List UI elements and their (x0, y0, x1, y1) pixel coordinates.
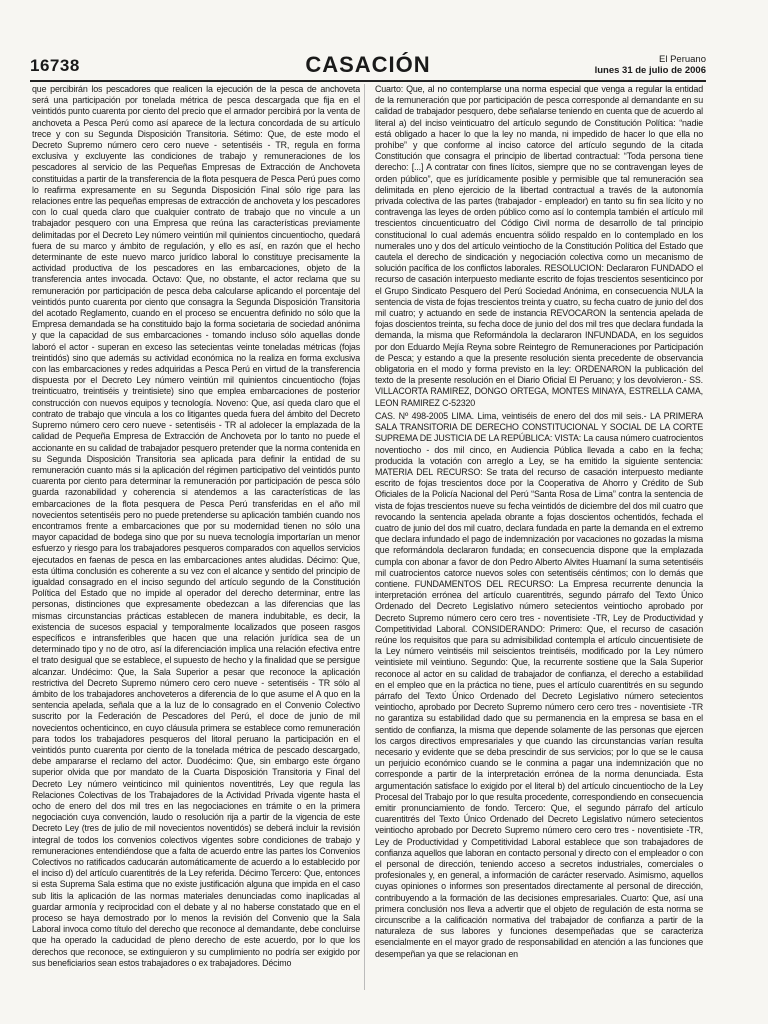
right-column (375, 84, 703, 990)
page-header (30, 54, 706, 80)
publication-name: El Peruano (658, 54, 706, 65)
right-paragraph: Cuarto: Que, al no contemplarse una norma especial que venga a regular la entidad de la remuneración que por participación de pesca corresponde al demandante en su calidad de trabajador pesquero, debe señalarse teniendo en cuenta que de acuerdo al literal a) del inciso veinticuatro del artículo segundo de Constitución Política: “nadie está obligado a hacer lo que la ley no manda, ni impedido de hacer lo que ella no prohíbe” y que conforme al inciso catorce del artículo segundo de la citada Constitución que consagra el principio de libertad contractual: “Toda persona tiene derecho: [...] A contratar con fines lícitos, siempre que no se contravengan leyes de orden público”, que es jurídicamente posible y permisible que tal remuneración sea delimitada en pleno ejercicio de la libertad contractual a través de la autonomía privada colectiva de las partes (trabajador - empleador) en tanto su fin sea lícito y no contravenga las leyes de orden público como así lo contempla también el artículo mil trescientos cincuenticuatro del Código Civil norma de desarrollo de tal principio constitucional lo cual además encuentra sólido respaldo en lo contemplado en los numerales uno y dos del artículo veintiocho de la Constitución Política del Estado que cautela el derecho de sindicación y negociación colectiva como un mecanismo de solución pacífica de los conflictos laborales. RESOLUCION: Declararon FUNDADO el recurso de casación interpuesto mediante escrito de fojas trescientos sesenticinco por el Grupo Sindicato Pesquero del Perú Sociedad Anónima, en consecuencia NULA la sentencia de vista de fojas trescientos treinta y cuatro, su fecha cuatro de junio del dos mil cuatro; y actuando en sede de instancia REVOCARON la sentencia apelada de fojas doscientos treinta, su fecha doce de junio del dos mil tres que declara fundada la demanda, la misma que Reformándola la declararon INFUNDADA, en los seguidos por don Eduardo Mejía Reyna sobre Reintegro de Remuneraciones por Participación de Pesca; y estando a que la presente resolución sienta precedente de observancia obligatoria en el modo y forma previsto en la ley: ORDENARON la publicación del texto de la presente resolución en el Diario Oficial El Peruano; y los devolvieron.- SS. VILLACORTA RAMIREZ, DONGO ORTEGA, MONTES MINAYA, ESTRELLA CAMA, LEON RAMIREZ C-52320 (375, 84, 703, 408)
page-number: 16738 (30, 56, 80, 75)
left-column (32, 84, 360, 990)
publication-date: lunes 31 de julio de 2006 (594, 65, 706, 76)
section-title: CASACIÓN (305, 52, 431, 77)
publication-info (595, 54, 706, 76)
header-rule (30, 80, 706, 82)
left-paragraph: que percibirán los pescadores que realicen la ejecución de la pesca de anchoveta será una participación por tonelada métrica de pesca descargada que fija en el veintidós punto cuarenta por ciento del precio que el armador percibirá por la venta de anchoveta a Pesca Perú como así aparece de la lectura concordada de su artículo trece y con su Segunda Disposición Transitoria. Sétimo: Que, de este modo el Decreto Supremo número cero cero nueve - setentiséis - TR, regula en forma exclusiva y excluyente las condiciones de trabajo y remuneraciones de los pescadores al servicio de las Pequeñas Empresas de Extracción de Anchoveta constituidas a partir de la transferencia de la flota pesquera de Pesca Perú pues como lo reafirma expresamente en su Segunda Disposición Final sólo rige para las relaciones entre las pequeñas empresas de extracción de anchoveta y los pescadores con lo cual queda claro que cualquier contrato de trabajo que no vincule a un trabajador pesquero con una Empresa que reúna las características previamente delimitadas por el Decreto Ley número veintiún mil quinientos cincuentiocho, quedará fuera de su marco y ámbito de regulación, y ello es así, en razón que el hecho determinante de este nuevo marco jurídico laboral lo constituye precisamente la actividad productiva de los pescadores en las embarcaciones, objeto de la transferencia antes invocada. Octavo: Que, no obstante, el actor reclama que su remuneración por participación de pesca deba calcularse aplicando el porcentaje del veintidós punto cuarenta por ciento que consagra la Segunda Disposición Transitoria del acotado Reglamento, cuando en el proceso se encuentra definido no sólo que la Empresa demandada se ha constituido bajo la forma societaria de sociedad anónima y que la capacidad de sus embarcaciones - tomando incluso sólo aquellas donde laboró el actor - superan en exceso las setecientas veinte toneladas métricas (fojas treintidós) sino que además su actividad económica no la realiza en forma exclusiva con las embarcaciones y redes adquiridas a Pesca Perú en virtud de la transferencia dispuesta por el Decreto Ley número veintiún mil quinientos cincuentiocho (fojas treinticuatro, treintiséis y treintisiete) sino que emplea embarcaciones de posterior construcción con nuevos equipos y tecnología. Noveno: Que, así queda claro que el contrato de trabajo que vincula a los co litigantes queda fuera del ámbito del Decreto Supremo número cero cero nueve - setentiséis - TR al adolecer la emplazada de la calidad de Pequeña Empresa de Extracción de Anchoveta por lo tanto no puede el accionante en su calidad de trabajador pesquero pretender que la norma contenida en su Segunda Disposición Transitoria sea aplicada para definir la entidad de su remuneración cuanto más si la aplicación del régimen participativo del veintidós punto cuarenta por ciento para determinar la remuneración por participación de pesca sólo guarda razonabilidad y coherencia si atendemos a las características de las embarcaciones de la flota pesquera de Pesca Perú transferidas en el año mil novecientos setentiséis pero no puede pretenderse su aplicación también cuando nos encontramos frente a embarcaciones que por su modernidad tienen no sólo una mayor capacidad de bodega sino que por su nueva tecnología importarían un menor esfuerzo y riesgo para los trabajadores pesqueros comparados con aquellos servicios ejecutados en faenas de pesca en las embarcaciones antes aludidas. Décimo: Que, esta última conclusión es coherente a su vez con el alcance y sentido del principio de igualdad consagrado en el inciso segundo del artículo segundo de la Constitución Política del Estado que no impide al operador del derecho determinar, entre las personas, distinciones que expresamente obedezcan a las diferencias que las mismas circunstancias prácticas establecen de manera indubitable, es decir, la existencia de sucesos espacial y temporalmente localizados que poseen rasgos específicos e intransferibles que hacen que una relación jurídica sea de un determinado tipo y no de otro, así la diferenciación implica una relación efectiva entre el trato desigual que se establece, el supuesto de hecho y la finalidad que se persigue alcanzar. Undécimo: Que, la Sala Superior a pesar que reconoce la aplicación restrictiva del Decreto Supremo número cero cero nueve - setentiséis - TR sólo al ámbito de los trabajadores anchoveteros a diferencia de lo que asume el A quo en la sentencia apelada, señala que a la luz de lo consagrado en el Convenio Colectivo suscrito por la Federación de Pescadores del Perú, el doce de junio de mil novecientos ochenticinco, en cuyo cláusula primera se establece como remuneración para todos los trabajadores pesqueros del litoral peruano la participación en el veintidós punto cuarenta por ciento de la tonelada métrica de pescado descargado, debe ampararse el reclamo del actor. Duodécimo: Que, sin embargo este órgano superior olvida que por mandato de la Cuarta Disposición Transitoria y Final del Decreto Ley número veinticinco mil quinientos noventitrés, Ley que regula las Relaciones Colectivas de los Trabajadores de la Actividad Privada vigente hasta el ocho de enero del dos mil tres en las negociaciones en trámite o en la primera negociación cuya convención, laudo o resolución rija a partir de la vigencia de este Decreto Ley (tres de julio de mil novecientos noventidós) se deberá incluir la revisión integral de todos los convenios colectivos vigentes sobre condiciones de trabajo y remuneraciones entendiéndose que a falta de acuerdo entre las partes los Convenios Colectivos no ratificados caducarán automáticamente de acuerdo a lo establecido por el inciso d) del artículo cuarentitrés de la Ley referida. Décimo Tercero: Que, entonces si esta Suprema Sala estima que no existe justificación alguna que impida en el caso sub litis la aplicación de las normas materiales denunciadas como inaplicadas al guardar armonía y reciprocidad con el debate y al no haberse constatado que en el proceso se haya demostrado por lo menos la revisión del Convenio que la Sala Laboral invoca como título del derecho que reconoce al demandante, debe concluirse que ha operado la caducidad de pleno derecho de este acuerdo, por lo que los derechos que reconoce, se extinguieron y su cumplimiento no podría ser exigido por sus beneficiarios sean estos trabajadores o ex trabajadores. Décimo (32, 84, 360, 968)
column-divider (364, 84, 365, 990)
case-paragraph: CAS. Nº 498-2005 LIMA. Lima, veintiséis de enero del dos mil seis.- LA PRIMERA SALA TRANSITORIA DE DERECHO CONSTITUCIONAL Y SOCIAL DE LA CORTE SUPREMA DE JUSTICIA DE LA REPÚBLICA: VISTA: La causa número cuatrocientos noventiocho - dos mil cinco, en Audiencia Pública llevada a cabo en la fecha; producida la votación con arreglo a Ley, se ha emitido la siguiente sentencia: MATERIA DEL RECURSO: Se trata del recurso de casación interpuesto mediante escrito de fojas trescientos doce por la Cooperativa de Ahorro y Crédito de Sub Oficiales de la Policía Nacional del Perú “Santa Rosa de Lima” contra la sentencia de vista de fojas trescientos nueve su fecha veintidós de diciembre del dos mil cuatro que revocando la sentencia apelada obrante a fojas doscientos ochentidós, fechada el cuatro de junio del dos mil cuatro, declara fundada en parte la demanda en el extremo que declara infundado el pago de indemnización por vacaciones no gozadas la misma que reformándola declararon fundada; en consecuencia dispone que la emplazada cumpla con abonar a favor de don Pedro Alberto Alvites Huamaní la suma setentiséis mil cuatrocientos catorce nuevos soles con setentiséis céntimos; con lo demás que contiene. FUNDAMENTOS DEL RECURSO: La Empresa recurrente denuncia la interpretación errónea del artículo cuarentitrés, segundo párrafo del Texto Único Ordenado del Decreto Legislativo número setecientos veintiocho aprobado por Decreto Supremo número cero cero tres - noventisiete -TR, Ley de Productividad y Competitividad Laboral. CONSIDERANDO: Primero: Que, el recurso de casación reúne los requisitos que para su admisibilidad contempla el artículo cincuentisiete de la Ley número veintiséis mil seiscientos treintiséis, modificado por la Ley número veintisiete mil veintiuno. Segundo: Que, la recurrente sostiene que la Sala Superior reconoce al actor en su calidad de trabajador de confianza, el derecho a estabilidad en el empleo que en la práctica no tiene, pues el artículo cuarentitrés en su segundo párrafo del Texto Único Ordenado del Decreto Legislativo número setecientos veintiocho, aprobado por Decreto Supremo número cero cero tres - noventisiete -TR no garantiza su estabilidad dado que su permanencia en la empresa se basa en el sentido de confianza, la misma que depende solamente de las personas que ejercen los cargos directivos empresariales y que cuando las circunstancias varían resulta necesario y evidente que se deba prescindir de sus servicios; por lo que se le causa un perjuicio económico cuando se le conmina a pagar una indemnización que no corresponde a partir de la interpretación errónea de la norma denunciada. Esta argumentación satisface lo exigido por el literal b) del artículo cincuentiocho de la Ley Procesal del Trabajo por lo que resulta procedente, correspondiendo en consecuencia emitir pronunciamiento de fondo. Tercero: Que, el segundo párrafo del artículo cuarentitrés del Texto Único Ordenado del Decreto Legislativo número setecientos veintiocho aprobado por Decreto Supremo número cero cero tres - noventisiete -TR, Ley de Productividad y Competitividad Laboral establece que son trabajadores de confianza aquellos que laboran en contacto personal y directo con el empleador o con el personal de dirección, teniendo acceso a secretos industriales, comerciales o profesionales y, en general, a información de carácter reservado. Asimismo, aquellos cuyas opiniones o informes son presentados directamente al personal de dirección, contribuyendo a la formación de las decisiones empresariales. Cuarto: Que, así una primera conclusión nos lleva a advertir que el objeto de regulación de esta norma se circunscribe a la calificación normativa del trabajador de confianza a partir de la naturaleza de sus labores y funciones desempeñadas que se caracteriza esencialmente en el mayor grado de responsabilidad en atención a las funciones que desempeñan ya que se relacionan en (375, 410, 703, 959)
